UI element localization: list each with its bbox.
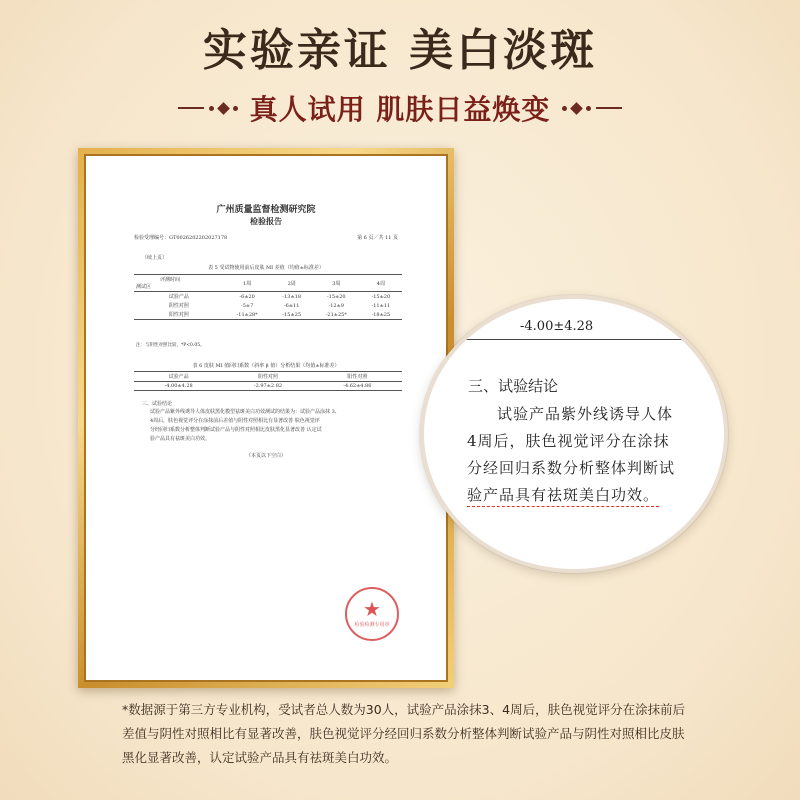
cell: -2.97±2.82 [223,382,312,391]
cell: -5±7 [241,302,254,309]
star-icon: ★ [363,597,381,621]
table-row [134,292,402,302]
page-number: 第 6 页／共 11 页 [357,235,398,241]
table6-caption: 表 6 皮肤 MI 值回归系数（斜率 β 值）分析结果（均值±标准差） [192,363,340,369]
report-document [94,164,438,672]
cell: -6±11 [283,302,300,309]
footnote: *数据源于第三方专业机构，受试者总人数为30人，试验产品涂抹3、4周后，肤色视觉评分在涂抹前后差值与阴性对照相比有显著改善，肤色视觉评分经回归系数分析整体判断试验产品与阴性对照相比皮肤黑化显著改善，认定试验产品具有祛斑美白功效。 [122,702,686,765]
table5-col: 1周 [224,275,271,292]
table5-note: 注：与阴性对照比较，*P<0.05。 [136,343,205,348]
conclusion-line: 验产品具有祛斑美白功效。 [150,436,211,442]
zoom-table-line [424,339,724,340]
table6-col: 阴性对照 [223,372,312,382]
cell: -11±11 [371,302,391,309]
table6 [134,371,402,391]
continued-label: （续上页） [142,255,168,261]
row-label: 试验产品 [168,294,189,300]
cell: -15±20 [326,293,346,300]
conclusion-heading: 三、试验结论 [142,401,173,407]
table5-col: 4周 [360,275,402,292]
seal-text: 检验检测专用章 [354,622,390,628]
cell: -12±9 [328,302,344,309]
conclusion-text [150,408,390,444]
cell: -4.62±4.86 [313,382,402,391]
institute-name: 广州质量监督检测研究院 [216,205,316,215]
conclusion-line: 试验产品紫外线诱导人体皮肤黑化模型祛斑美白功效测试的结果为：试验产品涂抹 3、 [150,409,340,415]
cell: -15±20 [371,293,391,300]
table6-col: 阳性对照 [313,372,402,382]
report-number: 检验受理编号：GT0026202202027178 [134,235,228,241]
ornament-left [178,104,238,113]
cell: -6±20 [239,293,255,300]
table-row [134,310,402,320]
conclusion-line: 4周后，肤色视觉评分在涂抹前后差值与阴性对照相比有显著改善 肤色视觉评 [150,418,320,424]
corner-bottom: 测试区 [136,284,152,290]
table5-caption: 表 5 受试物使用前后皮肤 MI 差值（均值±标准差） [208,265,324,271]
blank-note: （本页以下空白） [245,453,286,459]
cell: -11±28* [224,310,271,320]
table5-col: 3周 [313,275,360,292]
row-label: 阳性对照 [134,310,224,320]
table6-col: 试验产品 [134,372,223,382]
table5 [134,274,402,320]
magnifier-circle [420,295,728,573]
zoom-top-value: -4.00±4.28 [520,319,594,334]
cell: -18±25 [360,310,402,320]
zoom-line: 4周后，肤色视觉评分在涂抹 [467,432,670,450]
zoom-heading: 三、试验结论 [468,377,559,395]
cell: -13±18 [282,293,302,300]
cell: -15±25 [271,310,313,320]
page-title: 实验亲证 美白淡斑 [202,25,598,76]
official-seal [345,587,399,641]
row-label: 阴性对照 [168,303,189,309]
cell: -4.00±4.28 [134,382,223,391]
table5-col: 2周 [271,275,313,292]
zoom-line: 分经回归系数分析整体判断试 [467,459,676,477]
gold-frame [78,148,454,688]
report-title: 检验报告 [250,216,282,226]
zoom-line: 试验产品紫外线诱导人体 [497,405,674,423]
cell: -21±25* [313,310,360,320]
corner-top: 评测时间 [160,277,181,283]
conclusion-line: 分经回归系数分析整体判断试验产品与阴性对照相比皮肤黑化显著改善 认定试 [150,427,322,433]
table-row [134,301,402,310]
zoom-line-underlined: 验产品具有祛斑美白功效。 [467,484,659,507]
subtitle: 真人试用 肌肤日益焕变 [249,93,551,126]
subtitle-row [0,90,800,126]
table5-corner [134,275,224,292]
ornament-right [562,104,622,113]
table-row [134,382,402,391]
